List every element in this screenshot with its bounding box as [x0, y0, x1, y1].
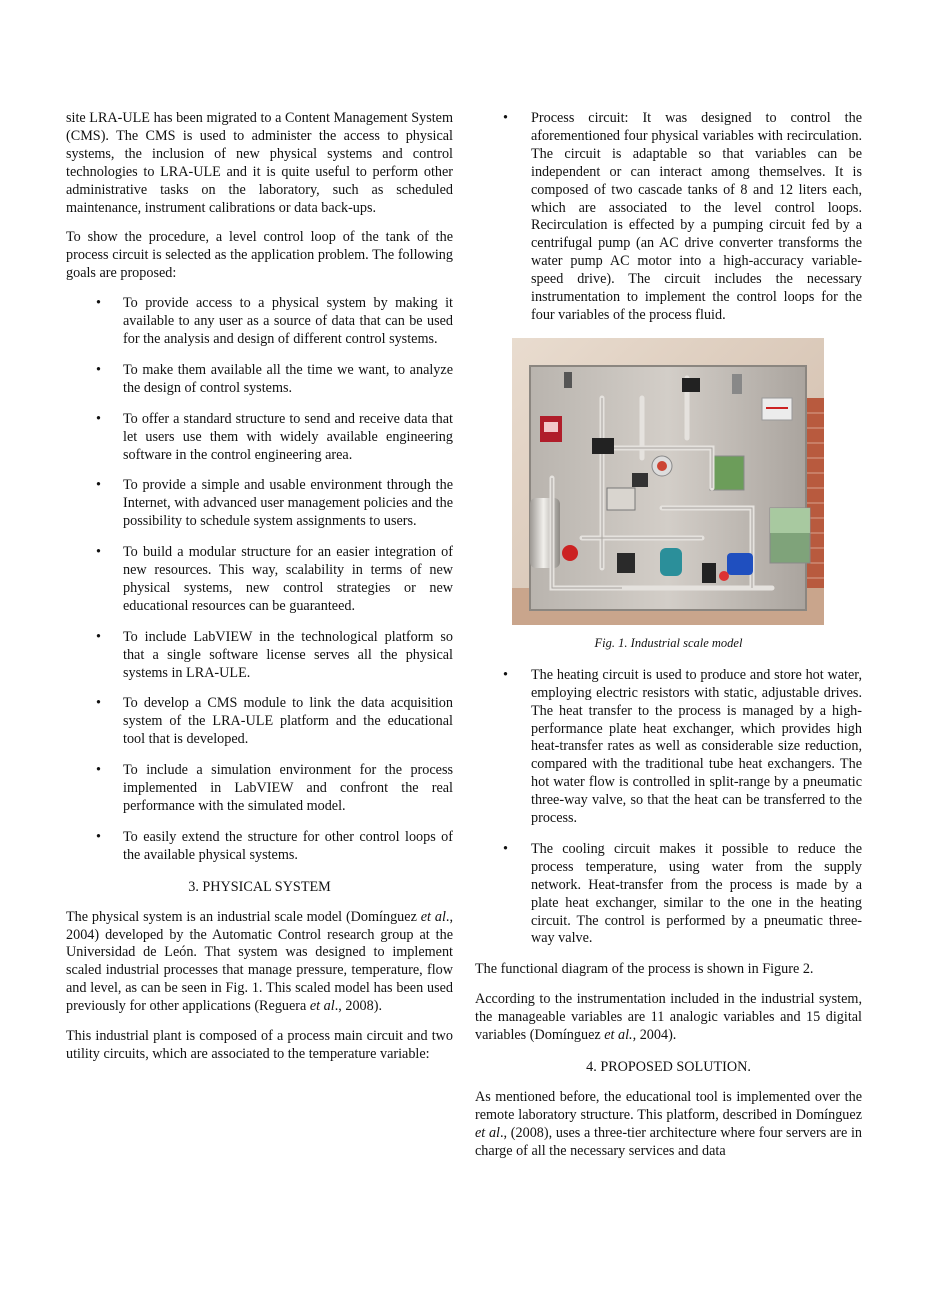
goal-item: • To develop a CMS module to link the data acquisition system of the LRA-ULE platform and the educational tool that is developed.: [96, 695, 453, 748]
industrial-scale-model-photo: [512, 338, 824, 625]
bullet-icon: •: [96, 695, 101, 712]
left-column: [66, 110, 453, 1076]
bullet-icon: •: [96, 361, 101, 378]
bullet-icon: •: [503, 666, 508, 683]
goal-item: • To provide access to a physical system by making it available to any user as a source of data that can be used for the analysis and design of different control systems.: [96, 295, 453, 347]
paragraph-plant-composition: This industrial plant is composed of a process main circuit and two utility circuits, which are associated to the temperature variable:: [66, 1028, 453, 1062]
goal-item: • To make them available all the time we want, to analyze the design of control systems.: [96, 361, 453, 396]
paragraph-functional-diagram: The functional diagram of the process is shown in Figure 2.: [475, 961, 814, 978]
goals-list: [66, 295, 453, 865]
right-column: [475, 110, 862, 1173]
goal-item: • To include LabVIEW in the technological platform so that a single software license serves all the physical systems in LRA-ULE.: [96, 628, 453, 681]
circuits-list-a: [475, 110, 862, 325]
bullet-icon: •: [503, 840, 508, 857]
bullet-icon: •: [96, 828, 101, 845]
goal-item: • To offer a standard structure to send and receive data that let users use them with widely available engineering software in the control engineering area.: [96, 410, 453, 463]
paragraph-educational-tool: As mentioned before, the educational tool is implemented over the remote laboratory structure. This platform, described in Domínguez et al., (2008), uses a three-tier architecture where four servers are in charge of all the necessary services and data: [475, 1088, 862, 1159]
circuit-item-process: • Process circuit: It was designed to control the aforementioned four physical variables with recirculation. The circuit is adaptable so that variables can be independent or can interact among themselves. It is composed of two cascade tanks of 8 and 12 liters each, which are associated to the level control loops. Recirculation is effected by a pumping circuit fed by a centrifugal pump (an AC drive converter transforms the water pump AC motor into a high-accuracy variable-speed drive). The circuit includes the necessary instrumentation to implement the control loops for the four variables of the process fluid.: [503, 110, 862, 323]
circuit-item-heating: • The heating circuit is used to produce and store hot water, employing electric resistors with static, adjustable drives. The heat transfer to the process is managed by a high-performance plate heat exchanger, which provides high heat-transfer rates as well as considerable size reduction, compared with the traditional tube heat exchangers. The hot water flow is controlled in split-range by a pneumatic three-way valve, so that the heat can be transferred to the process.: [503, 666, 862, 827]
goal-item: • To include a simulation environment for the process implemented in LabVIEW and confront the real performance with the simulated model.: [96, 762, 453, 814]
bullet-icon: •: [96, 762, 101, 779]
figure-industrial-model: [512, 338, 824, 653]
paragraph-physical-system: The physical system is an industrial scale model (Domínguez et al., 2004) developed by the Automatic Control research group at the Universidad de León. That system was designed to implement scaled industrial processes that manage pressure, temperature, flow and level, as can be seen in Fig. 1. This scaled model has been used previously for other applications (Reguera et al., 2008).: [66, 908, 453, 1015]
bullet-icon: •: [503, 110, 508, 126]
bullet-icon: •: [96, 544, 101, 561]
section-heading-proposed-solution: 4. PROPOSED SOLUTION.: [586, 1059, 751, 1075]
circuit-item-cooling: • The cooling circuit makes it possible to reduce the process temperature, using water from the supply network. Heat-transfer from the process is made by a plate heat exchanger, similar to the one in the heating circuit. The control is performed by a pneumatic three-way valve.: [503, 840, 862, 947]
goal-item: • To build a modular structure for an easier integration of new resources. This way, scalability in terms of new physical systems, new control strategies or new educational resources can be guaranteed.: [96, 544, 453, 614]
bullet-icon: •: [96, 477, 101, 494]
goal-item: • To easily extend the structure for other control loops of the available physical systems.: [96, 828, 453, 863]
figure-caption: Fig. 1. Industrial scale model: [594, 635, 743, 650]
bullet-icon: •: [96, 295, 101, 312]
paragraph-cms: site LRA-ULE has been migrated to a Content Management System (CMS). The CMS is used to administer the access to physical systems, the inclusion of new physical systems and control technologies to LRA-ULE and it is quite useful to perform other administrative tasks on the laboratory, such as scheduled maintenance, instrument calibrations or data back-ups.: [66, 110, 453, 216]
bullet-icon: •: [96, 628, 101, 645]
paragraph-procedure: To show the procedure, a level control loop of the tank of the process circuit is selected as the application problem. The following goals are proposed:: [66, 229, 453, 282]
section-heading-physical-system: 3. PHYSICAL SYSTEM: [188, 878, 331, 895]
bullet-icon: •: [96, 410, 101, 427]
paragraph-instrumentation: According to the instrumentation included in the industrial system, the manageable variables are 11 analogic variables and 15 digital variables (Domínguez et al., 2004).: [475, 991, 862, 1044]
circuits-list-b: [475, 667, 862, 949]
goal-item: • To provide a simple and usable environment through the Internet, with advanced user management policies and the possibility to schedule system assignments to users.: [96, 477, 453, 530]
